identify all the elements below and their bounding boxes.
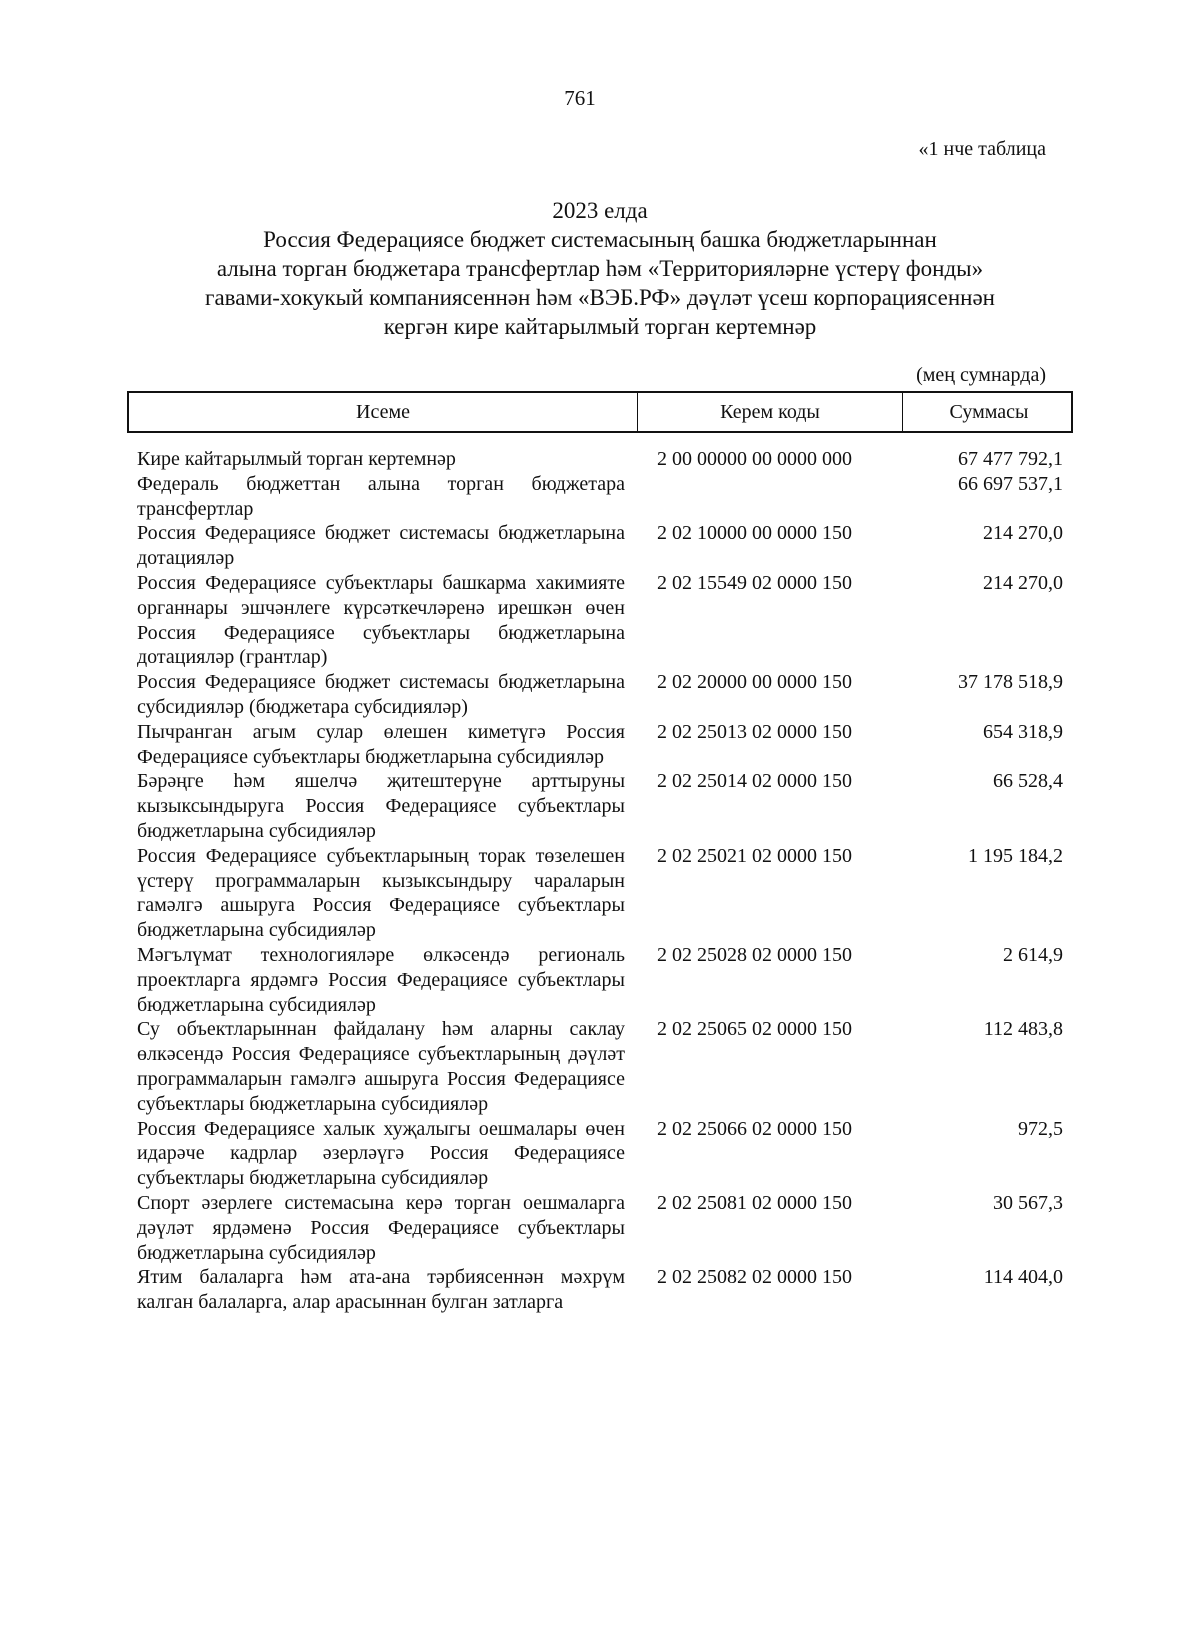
row-name: Россия Федерациясе субъектлары башкарма хакимияте органнары эшчәнлеге күрсәткечләренә ирешкән өчен Россия Федерациясе субъектлары бюджетларына дотацияләр (грантлар) bbox=[137, 571, 625, 669]
table-label: «1 нче таблица bbox=[918, 138, 1046, 160]
table-row bbox=[127, 720, 1073, 770]
table-row bbox=[127, 447, 1073, 472]
table-row bbox=[127, 943, 1073, 1017]
row-name: Россия Федерациясе бюджет системасы бюджетларына субсидияләр (бюджетара субсидияләр) bbox=[137, 671, 625, 718]
table-row bbox=[127, 1117, 1073, 1191]
row-sum: 30 567,3 bbox=[993, 1191, 1063, 1214]
table-header bbox=[127, 391, 1073, 433]
row-name: Су объектларыннан файдалану һәм аларны саклау өлкәсендә Россия Федерациясе субъектларының дәүләт программаларын гамәлгә ашыруга Россия Федерациясе субъектлары бюджетларына субсидияләр bbox=[137, 1018, 625, 1115]
row-code: 2 02 25013 02 0000 150 bbox=[657, 720, 852, 743]
row-sum: 214 270,0 bbox=[983, 522, 1063, 545]
row-sum: 2 614,9 bbox=[1003, 943, 1063, 966]
row-code: 2 02 25066 02 0000 150 bbox=[657, 1117, 852, 1140]
row-code bbox=[635, 472, 900, 522]
row-sum: 114 404,0 bbox=[983, 1266, 1063, 1289]
row-name: Россия Федерациясе халык хуҗалыгы оешмалары өчен идарәче кадрлар әзерләүгә Россия Федерациясе субъектлары бюджетларына субсидияләр bbox=[137, 1117, 625, 1190]
row-sum: 66 697 537,1 bbox=[958, 472, 1063, 495]
row-code: 2 02 25014 02 0000 150 bbox=[657, 770, 852, 793]
units-note: (мең сумнарда) bbox=[916, 364, 1046, 386]
row-name: Россия Федерациясе бюджет системасы бюджетларына дотацияләр bbox=[137, 522, 625, 570]
row-sum: 37 178 518,9 bbox=[958, 671, 1063, 694]
table-row bbox=[127, 1265, 1073, 1315]
row-code: 2 02 25082 02 0000 150 bbox=[657, 1266, 852, 1289]
row-code: 2 00 00000 00 0000 000 bbox=[657, 448, 852, 470]
row-code: 2 02 15549 02 0000 150 bbox=[657, 571, 852, 594]
title-line: алына торган бюджетара трансфертлар һәм «Территорияләрне үстерү фонды» bbox=[216, 256, 984, 281]
table-row bbox=[127, 769, 1073, 843]
row-sum: 214 270,0 bbox=[983, 571, 1063, 594]
row-code: 2 02 10000 00 0000 150 bbox=[657, 522, 852, 545]
page-number: 761 bbox=[564, 86, 596, 110]
row-sum: 67 477 792,1 bbox=[958, 448, 1063, 470]
row-code: 2 02 25065 02 0000 150 bbox=[657, 1018, 852, 1041]
table-row bbox=[127, 472, 1073, 522]
row-name: Спорт әзерлеге системасына керә торган оешмаларга дәүләт ярдәменә Россия Федерациясе субъектлары бюджетларына субсидияләр bbox=[137, 1191, 625, 1264]
row-sum: 112 483,8 bbox=[983, 1018, 1063, 1041]
row-name: Россия Федерациясе субъектларының торак төзелешен үстерү программаларын кызыксындыру чараларын гамәлгә ашыруга Россия Федерациясе субъектлары бюджетларына субсидияләр bbox=[137, 844, 625, 942]
header-sum: Суммасы bbox=[902, 393, 1075, 431]
row-name: Ятим балаларга һәм ата-ана тәрбиясеннән мәхрүм калган балаларга, алар арасыннан булган затларга bbox=[137, 1266, 625, 1314]
table-row bbox=[127, 521, 1073, 571]
row-sum: 66 528,4 bbox=[993, 770, 1063, 793]
header-name: Исеме bbox=[356, 400, 410, 423]
row-code: 2 02 25021 02 0000 150 bbox=[657, 844, 852, 867]
row-name: Федераль бюджеттан алына торган бюджетара трансфертлар bbox=[137, 472, 625, 520]
document-title bbox=[100, 196, 1100, 341]
title-line: Россия Федерациясе бюджет системасының башка бюджетларыннан bbox=[263, 227, 937, 252]
row-sum: 1 195 184,2 bbox=[968, 844, 1063, 867]
row-code: 2 02 25028 02 0000 150 bbox=[657, 943, 852, 966]
table-row bbox=[127, 844, 1073, 943]
row-name: Мәгълүмат технологияләре өлкәсендә региональ проектларга ярдәмгә Россия Федерациясе субъектлары бюджетларына субсидияләр bbox=[137, 943, 625, 1016]
row-sum: 972,5 bbox=[1018, 1117, 1063, 1140]
table-row bbox=[127, 1017, 1073, 1116]
table-body bbox=[127, 447, 1073, 1315]
row-name: Бәрәңге һәм яшелчә җитештерүне арттыруны кызыксындыруга Россия Федерациясе субъектлары бюджетларына субсидияләр bbox=[137, 770, 625, 842]
header-code: Керем коды bbox=[637, 393, 902, 431]
row-sum: 654 318,9 bbox=[983, 720, 1063, 743]
table-row bbox=[127, 670, 1073, 720]
row-code: 2 02 20000 00 0000 150 bbox=[657, 671, 852, 694]
table-row bbox=[127, 1191, 1073, 1265]
title-line: гавами-хокукый компаниясеннән һәм «ВЭБ.РФ» дәүләт үсеш корпорациясеннән bbox=[205, 285, 995, 310]
row-name: Пычранган агым сулар өлешен киметүгә Россия Федерациясе субъектлары бюджетларына субсидияләр bbox=[137, 720, 625, 768]
table-row bbox=[127, 571, 1073, 670]
title-line: 2023 елда bbox=[552, 198, 648, 223]
title-line: кергән кире кайтарылмый торган кертемнәр bbox=[383, 314, 817, 339]
revenue-table bbox=[127, 391, 1073, 1315]
row-name: Кире кайтарылмый торган кертемнәр bbox=[137, 448, 456, 470]
row-code: 2 02 25081 02 0000 150 bbox=[657, 1191, 852, 1214]
